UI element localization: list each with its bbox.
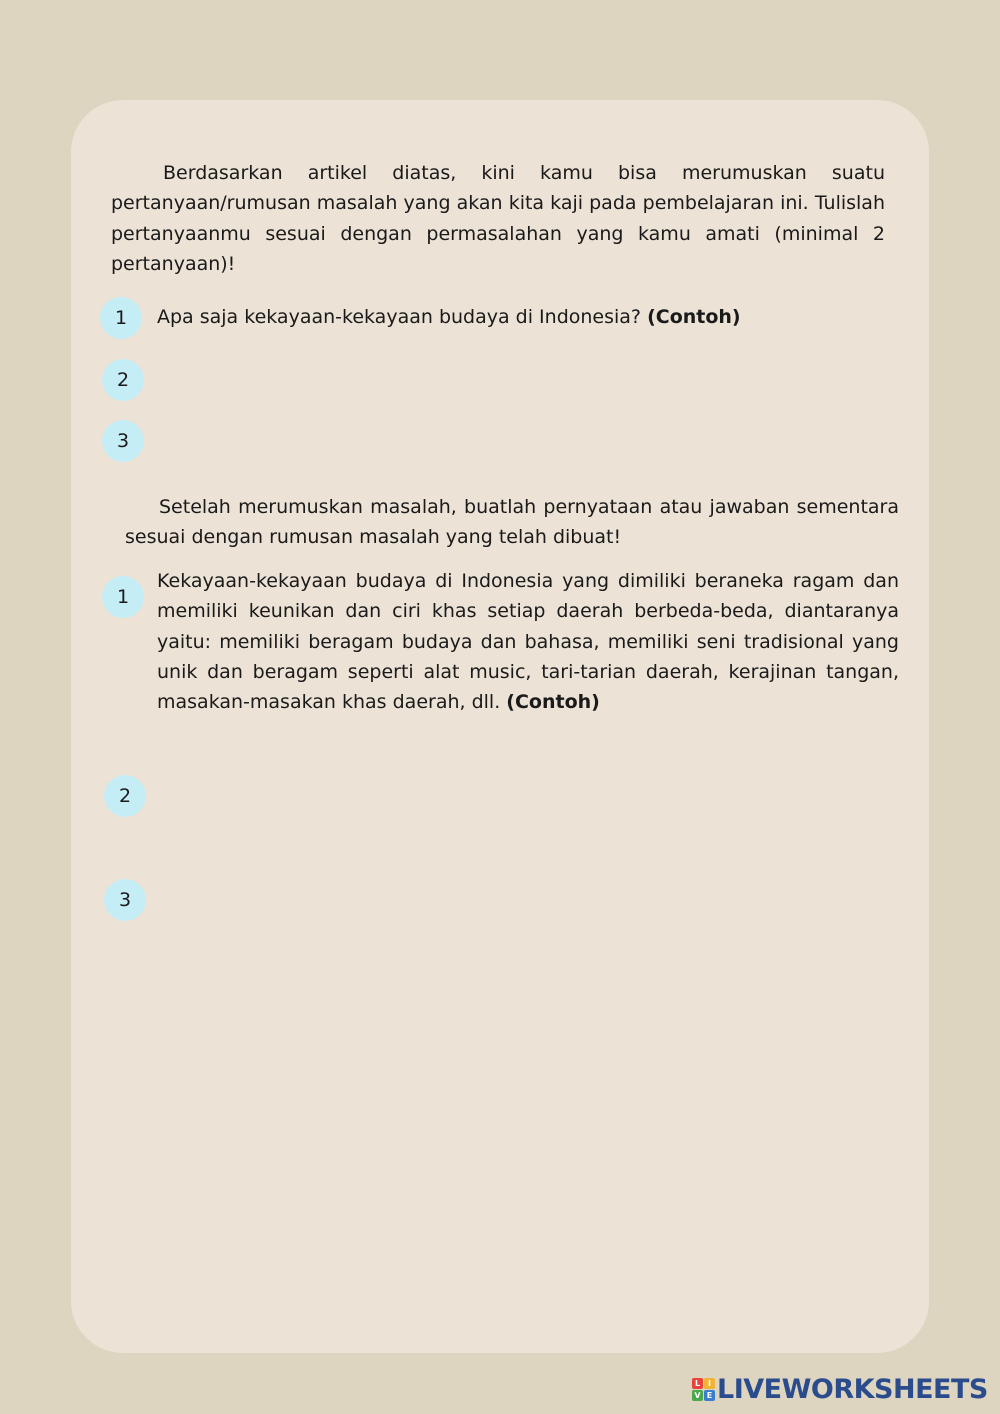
- question-1-text: [157, 302, 741, 332]
- question-3-input[interactable]: [157, 420, 899, 462]
- question-2-input[interactable]: [157, 359, 899, 401]
- answer-3-input[interactable]: [157, 864, 899, 936]
- question-1-example-tag: (Contoh): [647, 306, 741, 328]
- answer-number-3: 3: [104, 879, 146, 921]
- liveworksheets-brand: [692, 1374, 988, 1405]
- answer-2-input[interactable]: [157, 760, 899, 832]
- logo-letter-l: L: [692, 1378, 703, 1389]
- answer-1-text: [157, 566, 899, 717]
- hypothesis-paragraph: Setelah merumuskan masalah, buatlah pernyataan atau jawaban sementara sesuai dengan rumusan masalah yang telah dibuat!: [125, 496, 899, 549]
- answer-1-body: Kekayaan-kekayaan budaya di Indonesia yang dimiliki beraneka ragam dan memiliki keunikan dan ciri khas setiap daerah berbeda-beda, diantaranya yaitu: memiliki beragam budaya dan bahasa, memiliki seni tradisional yang unik dan beragam seperti alat music, tari-tarian daerah, kerajinan tangan, masakan-masakan khas daerah, dll.: [157, 570, 899, 714]
- question-number-2: 2: [102, 359, 144, 401]
- liveworksheets-logo-icon: [692, 1378, 715, 1401]
- brand-name: LIVEWORKSHEETS: [717, 1374, 988, 1405]
- logo-letter-v: V: [692, 1390, 703, 1401]
- logo-letter-i: I: [704, 1378, 715, 1389]
- answer-number-1: 1: [102, 576, 144, 618]
- question-number-3: 3: [102, 420, 144, 462]
- question-number-1: 1: [100, 297, 142, 339]
- question-1-body: Apa saja kekayaan-kekayaan budaya di Indonesia?: [157, 306, 648, 328]
- answer-number-2: 2: [104, 775, 146, 817]
- logo-letter-e: E: [704, 1390, 715, 1401]
- answer-1-example-tag: (Contoh): [506, 691, 600, 714]
- worksheet-card: [71, 100, 929, 1353]
- intro-paragraph: Berdasarkan artikel diatas, kini kamu bisa merumuskan suatu pertanyaan/rumusan masalah yang akan kita kaji pada pembelajaran ini. Tulislah pertanyaanmu sesuai dengan permasalahan yang kamu amati (minimal 2 pertanyaan)!: [111, 162, 885, 275]
